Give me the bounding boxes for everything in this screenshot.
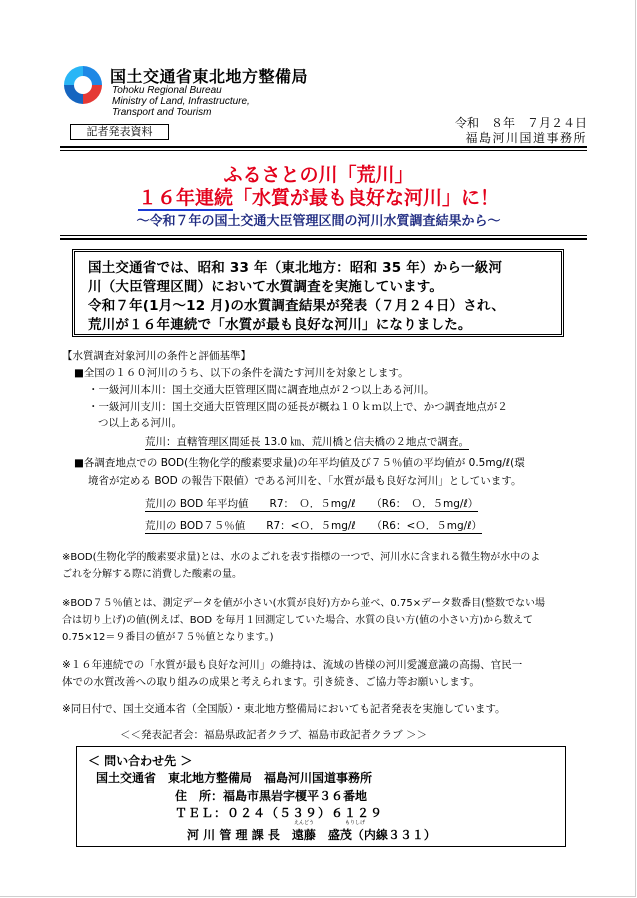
note-same-day-release: ※同日付で、国土交通本省（全国版）・東北地方整備局においても記者発表を実施しています。 (62, 703, 506, 715)
criteria-heading: 【水質調査対象河川の条件と評価基準】 (62, 350, 251, 362)
criteria-item-1-sub-2-cont: つ以上ある河川。 (98, 417, 182, 429)
contact-heading: ＜ 問い合わせ先 ＞ (88, 754, 193, 768)
note-16-years-cont: 体での水質改善への取り組みの成果と考えられます。引き続き、ご協力等お願いします。 (62, 676, 480, 688)
org-name-en-line3: Transport and Tourism (112, 107, 212, 118)
criteria-item-2-cont: 境省が定める BOD の報告下限値）である河川を、「水質が最も良好な河川」としています。 (88, 475, 522, 487)
note-bod75-definition-cont2: 0.75×12＝９番目の値が７５％値となります。) (62, 632, 274, 643)
press-release-label: 記者発表資料 (70, 124, 169, 140)
title-line2 (0, 183, 637, 210)
org-name-ja: 国土交通省東北地方整備局 (110, 67, 309, 86)
header-rule-thin (60, 150, 587, 151)
office-name: 福島河川国道事務所 (465, 131, 587, 145)
contact-address: 住 所：福島市黒岩字榎平３６番地 (175, 789, 368, 803)
contact-person: 河 川 管 理 課 長 遠藤 盛茂（内線３３１） (187, 828, 436, 842)
criteria-item-2: ■各調査地点での BOD(生物化学的酸素要求量)の年平均値及び７５％値の平均値が 0.5mg/ℓ(環 (74, 457, 525, 469)
summary-line-3: 令和７年(1月～12 月)の水質調査結果が発表（７月２４日）され、 (88, 298, 506, 314)
header-rule-thick (60, 146, 587, 148)
note-bod75-definition: ※BOD７５％値とは、測定データを値が小さい(水質が良好)方から並べ、0.75×データ数番目(整数でない場 (62, 598, 545, 609)
summary-line-2: 川（大臣管理区間）において水質調査を実施しています。 (88, 279, 444, 295)
title-line2-highlight: １６年連続 (137, 187, 233, 209)
mlit-logo-icon (62, 64, 104, 106)
release-date: 令和 ８年 ７月２４日 (454, 116, 587, 130)
contact-office: 国土交通省 東北地方整備局 福島河川国道事務所 (96, 771, 373, 785)
title-rule-thick (60, 238, 587, 240)
note-16-years: ※１６年連続での「水質が最も良好な河川」の維持は、流域の皆様の河川愛護意識の高揚、官民一 (62, 659, 523, 671)
summary-line-1: 国土交通省では、昭和 33 年（東北地方：昭和 35 年）から一級河 (88, 260, 503, 276)
criteria-item-1-sub-1: ・一級河川本川：国土交通大臣管理区間に調査地点が２つ以上ある河川。 (88, 384, 435, 396)
criteria-item-1: ■全国の１６０河川のうち、以下の条件を満たす河川を対象とします。 (74, 367, 409, 379)
ruby-morishige: もりしげ (345, 820, 366, 826)
title-line1: ふるさとの川「荒川」 (223, 164, 414, 186)
contact-tel: ＴＥＬ：０２４（５３９）６１２９ (175, 806, 384, 820)
note-bod75-definition-cont1: 合は切り上げ)の値(例えば、BOD を毎月１回測定していた場合、水質の良い方(値の小さい方)から数えて (62, 615, 534, 626)
org-name-en-line2: Ministry of Land, Infrastructure, (112, 96, 250, 107)
bod-75-percent-value: 荒川の BOD７５％値 R7：<Ｏ．５mg/ℓ （R6：<Ｏ．５mg/ℓ） (145, 520, 483, 532)
bod-annual-average: 荒川の BOD 年平均値 R7： Ｏ．５mg/ℓ （R6： Ｏ．５mg/ℓ） (145, 498, 479, 510)
org-name-en-line1: Tohoku Regional Bureau (112, 85, 222, 96)
summary-line-4: 荒川が１６年連続で「水質が最も良好な河川」になりました。 (88, 317, 472, 333)
subtitle: ～令和７年の国土交通大臣管理区間の河川水質調査結果から～ (136, 214, 501, 229)
note-bod-definition: ※BOD(生物化学的酸素要求量)とは、水のよごれを表す指標の一つで、河川水に含まれる微生物が水中のよ (62, 552, 541, 563)
note-bod-definition-cont: ごれを分解する際に消費した酸素の量。 (62, 569, 242, 580)
press-club: ＜＜発表記者会：福島県政記者クラブ、福島市政記者クラブ ＞＞ (120, 729, 427, 741)
arakawa-note: 荒川：直轄管理区間延長 13.0 ㎞、荒川橋と信夫橋の２地点で調査。 (145, 436, 470, 448)
ruby-endo: えんどう (294, 820, 315, 826)
title-rule-thin (60, 235, 587, 236)
title-line2-rest: 「水質が最も良好な河川」に！ (233, 187, 500, 209)
criteria-item-1-sub-2: ・一級河川支川：国土交通大臣管理区間の延長が概ね１０ｋｍ以上で、かつ調査地点が２ (88, 401, 508, 413)
